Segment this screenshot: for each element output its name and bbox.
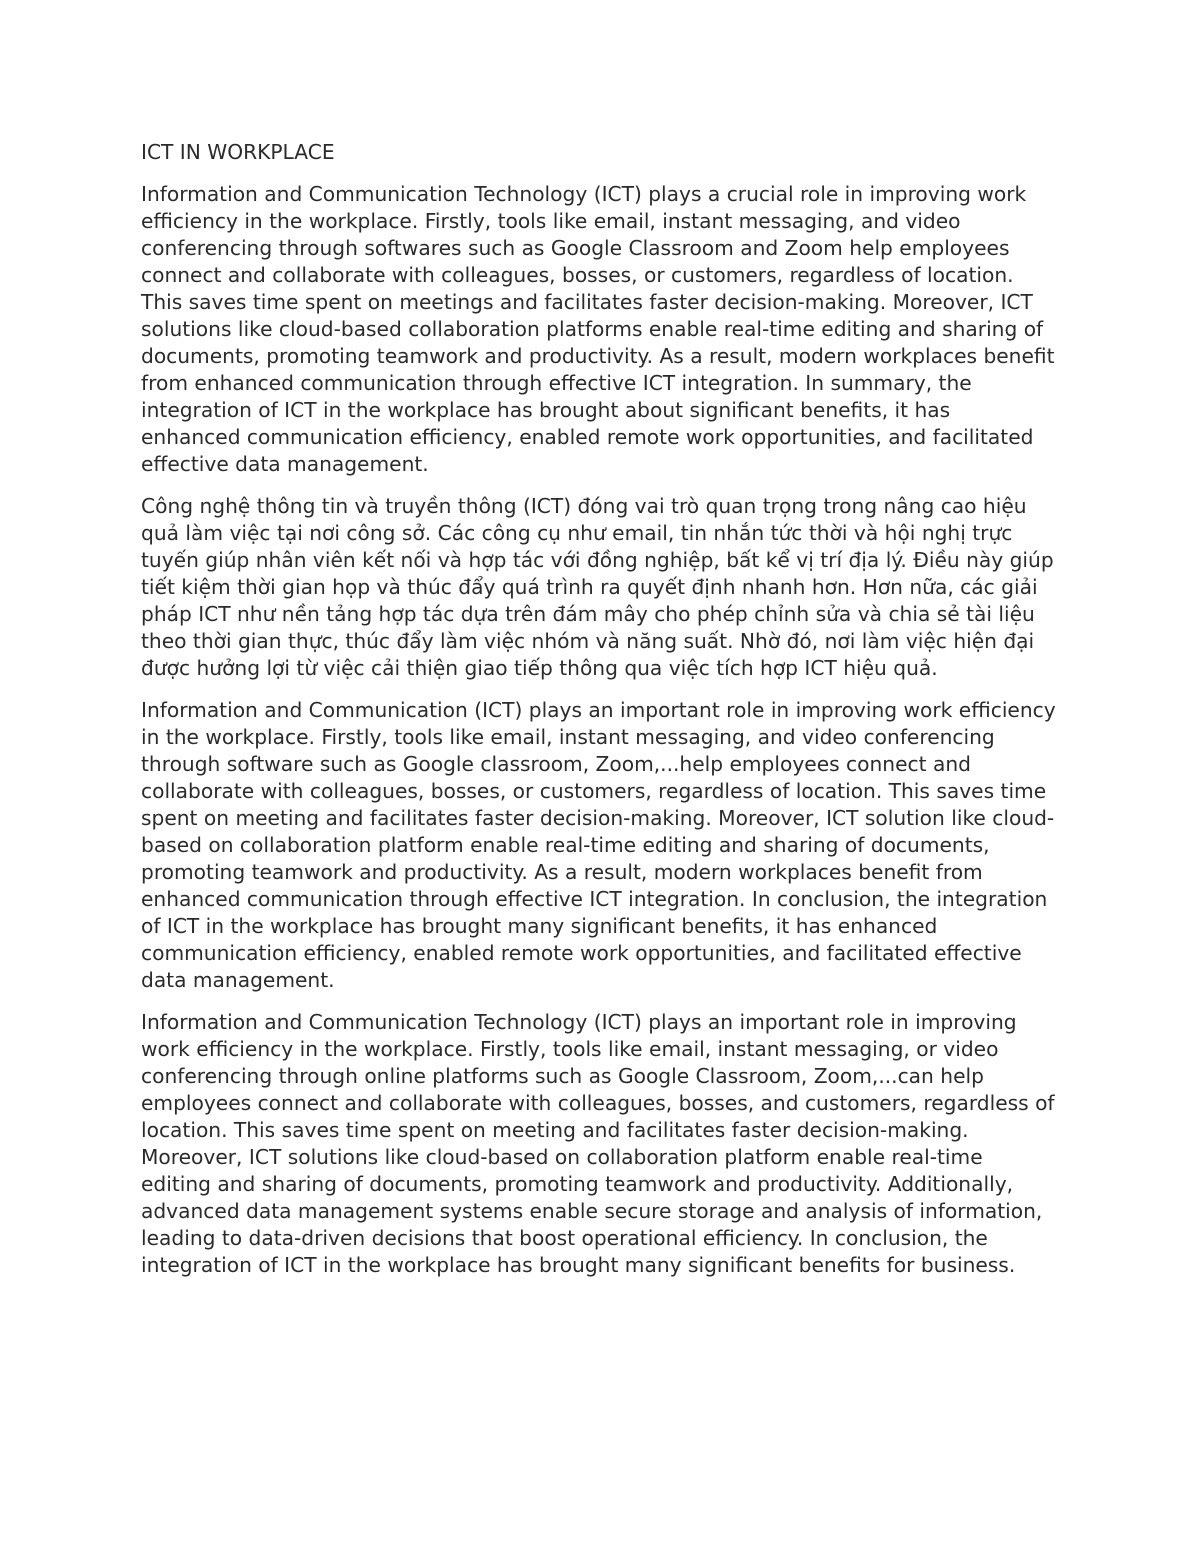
paragraph-vietnamese: Công nghệ thông tin và truyền thông (ICT) đóng vai trò quan trọng trong nâng cao hiệu quả làm việc tại nơi công sở. Các công cụ như email, tin nhắn tức thời và hội nghị trực tuyến giúp nhân viên kết nối và hợp tác với đồng nghiệp, bất kể vị trí địa lý. Điều này giúp tiết kiệm thời gian họp và thúc đẩy quá trình ra quyết định nhanh hơn. Hơn nữa, các giải pháp ICT như nền tảng hợp tác dựa trên đám mây cho phép chỉnh sửa và chia sẻ tài liệu theo thời gian thực, thúc đẩy làm việc nhóm và năng suất. Nhờ đó, nơi làm việc hiện đại được hưởng lợi từ việc cải thiện giao tiếp thông qua việc tích hợp ICT hiệu quả. <box>141 494 1054 680</box>
paragraph-english-3: Information and Communication Technology (ICT) plays an important role in improving work efficiency in the workplace. Firstly, tools like email, instant messaging, or video conferencing through online platforms such as Google Classroom, Zoom,...can help employees connect and collaborate with colleagues, bosses, and customers, regardless of location. This saves time spent on meeting and facilitates faster decision-making. Moreover, ICT solutions like cloud-based on collaboration platform enable real-time editing and sharing of documents, promoting teamwork and productivity. Additionally, advanced data management systems enable secure storage and analysis of information, leading to data-driven decisions that boost operational efficiency. In conclusion, the integration of ICT in the workplace has brought many significant benefits for business. <box>141 1010 1055 1277</box>
paragraph-english-1: Information and Communication Technology (ICT) plays a crucial role in improving work efficiency in the workplace. Firstly, tools like email, instant messaging, and video conferencing through softwares such as Google Classroom and Zoom help employees connect and collaborate with colleagues, bosses, or customers, regardless of location. This saves time spent on meetings and facilitates faster decision-making. Moreover, ICT solutions like cloud-based collaboration platforms enable real-time editing and sharing of documents, promoting teamwork and productivity. As a result, modern workplaces benefit from enhanced communication through effective ICT integration. In summary, the integration of ICT in the workplace has brought about significant benefits, it has enhanced communication efficiency, enabled remote work opportunities, and facilitated effective data management. <box>141 182 1055 476</box>
document-page <box>141 139 1056 1294</box>
paragraph-english-2: Information and Communication (ICT) plays an important role in improving work efficiency in the workplace. Firstly, tools like email, instant messaging, and video conferencing through software such as Google classroom, Zoom,...help employees connect and collaborate with colleagues, bosses, or customers, regardless of location. This saves time spent on meeting and facilitates faster decision-making. Moreover, ICT solution like cloud-based on collaboration platform enable real-time editing and sharing of documents, promoting teamwork and productivity. As a result, modern workplaces benefit from enhanced communication through effective ICT integration. In conclusion, the integration of ICT in the workplace has brought many significant benefits, it has enhanced communication efficiency, enabled remote work opportunities, and facilitated effective data management. <box>141 698 1056 992</box>
document-title: ICT IN WORKPLACE <box>141 140 335 164</box>
